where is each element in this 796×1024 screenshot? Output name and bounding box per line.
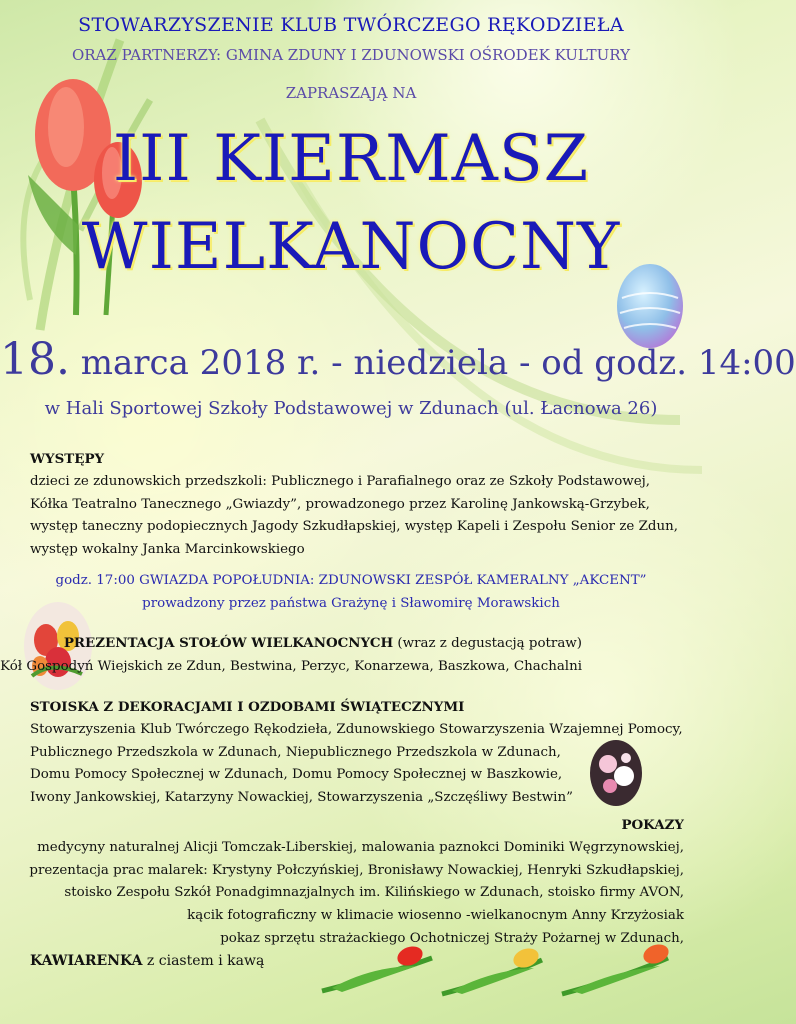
pokazy-line: stoisko Zespołu Szkół Ponadgimnazjalnych im. Kilińskiego w Zdunach, stoisko firmy AVON, [64, 885, 684, 901]
organizer-line: STOWARZYSZENIE KLUB TWÓRCZEGO RĘKODZIEŁA [78, 14, 624, 36]
stoiska-line: Stowarzyszenia Klub Twórczego Rękodzieła, Zdunowskiego Stowarzyszenia Wzajemnej Pomocy, [30, 721, 683, 737]
section-gwiazda [0, 570, 702, 616]
title-line-2: WIELKANOCNY [81, 210, 621, 284]
section-prezentacja [0, 632, 582, 679]
partners-line: ORAZ PARTNERZY: GMINA ZDUNY I ZDUNOWSKI OŚRODEK KULTURY [71, 46, 631, 64]
gwiazda-line-1: godz. 17:00 GWIAZDA POPOŁUDNIA: ZDUNOWSKI ZESPÓŁ KAMERALNY „AKCENT” [55, 573, 647, 588]
pokazy-heading: POKAZY [621, 817, 684, 833]
pokazy-line: prezentacja prac malarek: Krystyny Połczyńskiej, Bronisławy Nowackiej, Henryki Szkudłapskiej, [29, 862, 684, 878]
stoiska-line: Publicznego Przedszkola w Zdunach, Niepublicznego Przedszkola w Zdunach, [30, 744, 561, 760]
title-line-1: III KIERMASZ [112, 122, 590, 196]
pokazy-line: pokaz sprzętu strażackiego Ochotniczej Straży Pożarnej w Zdunach, [220, 930, 684, 946]
wystepy-line: występ taneczny podopiecznych Jagody Szkudłapskiej, występ Kapeli i Zespołu Senior ze Zdun, [30, 519, 678, 535]
section-wystepy [30, 448, 678, 562]
prezentacja-note: (wraz z degustacją potraw) [393, 636, 582, 651]
section-kawiarenka [30, 950, 264, 973]
gwiazda-line-2: prowadzony przez państwa Grażynę i Sławomirę Morawskich [142, 595, 560, 611]
wystepy-line: dzieci ze zdunowskich przedszkoli: Publicznego i Parafialnego oraz ze Szkoły Podstawowej, [30, 473, 651, 489]
section-stoiska [30, 696, 683, 810]
kawiarenka-rest: z ciastem i kawą [142, 953, 265, 969]
stoiska-line: Domu Pomocy Społecznej w Zdunach, Domu Pomocy Społecznej w Baszkowie, [30, 767, 563, 783]
event-venue: w Hali Sportowej Szkoły Podstawowej w Zdunach (ul. Łacnowa 26) [44, 398, 658, 419]
stoiska-line: Iwony Jankowskiej, Katarzyny Nowackiej, Stowarzyszenia „Szczęśliwy Bestwin” [30, 790, 573, 806]
stoiska-heading: STOISKA Z DEKORACJAMI I OZDOBAMI ŚWIĄTECZNYMI [30, 699, 465, 715]
pokazy-line: medycyny naturalnej Alicji Tomczak-Liberskiej, malowania paznokci Dominiki Węgrzynowskiej, [37, 839, 684, 855]
wystepy-line: Kółka Teatralno Tanecznego „Gwiazdy”, prowadzonego przez Karolinę Jankowską-Grzybek, [30, 496, 650, 512]
event-date [0, 334, 796, 385]
pokazy-line: kącik fotograficzny w klimacie wiosenno -wielkanocnym Anny Krzyżosiak [187, 908, 684, 924]
prezentacja-title [0, 632, 582, 656]
prezentacja-line: Kół Gospodyń Wiejskich ze Zdun, Bestwina, Perzyc, Konarzewa, Baszkowa, Chachalni [0, 658, 582, 674]
prezentacja-heading: PREZENTACJA STOŁÓW WIELKANOCNYCH [63, 635, 394, 651]
event-day: 18. [0, 334, 70, 385]
wystepy-heading: WYSTĘPY [30, 451, 105, 467]
section-pokazy [0, 814, 684, 951]
event-date-rest: marca 2018 r. - niedziela - od godz. 14:00 [80, 343, 796, 383]
wystepy-line: występ wokalny Janka Marcinkowskiego [30, 542, 305, 558]
kawiarenka-heading: KAWIARENKA [30, 953, 143, 969]
invite-line: ZAPRASZAJĄ NA [285, 84, 417, 102]
